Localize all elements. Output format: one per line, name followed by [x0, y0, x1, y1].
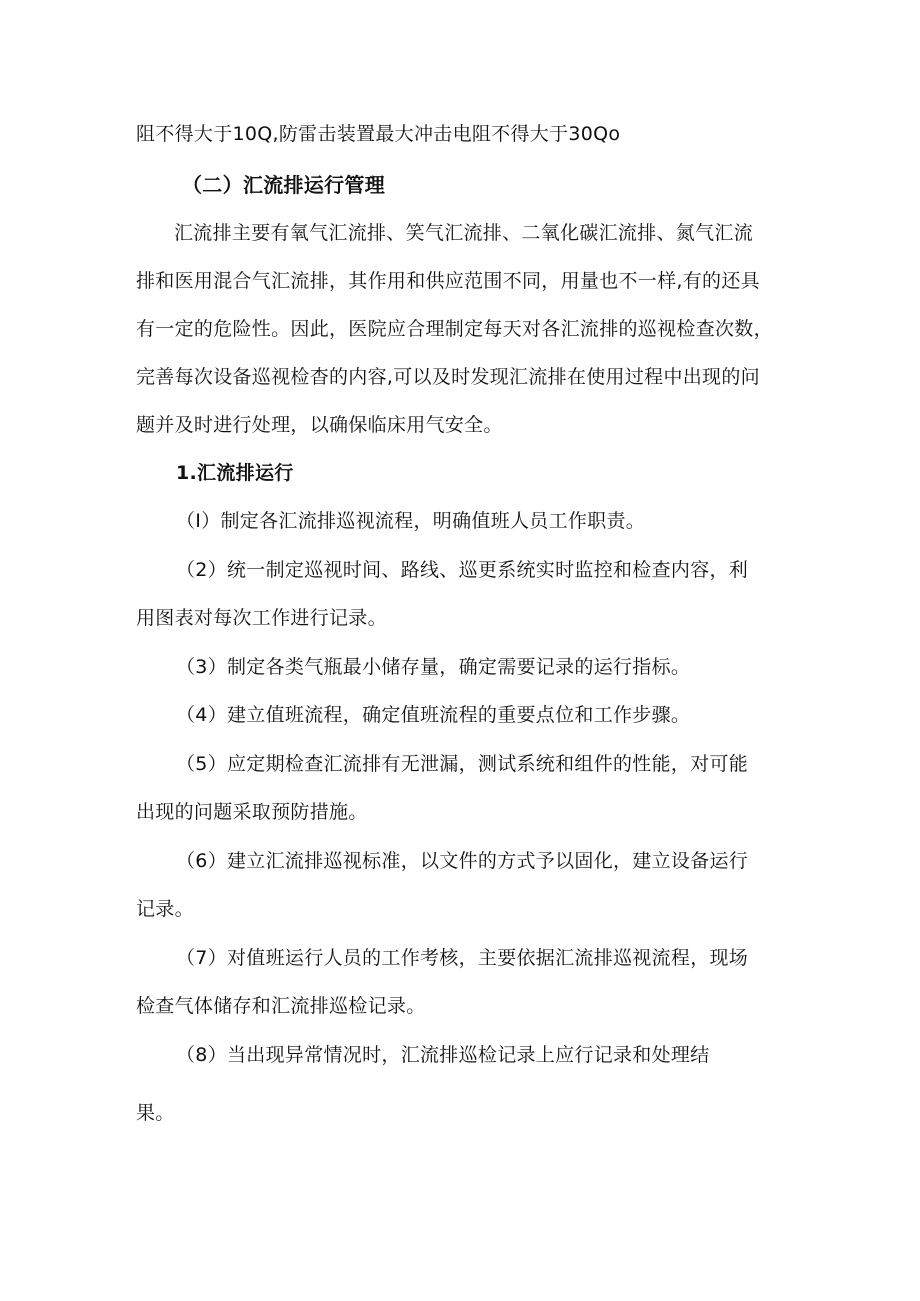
list-item: （5）应定期检查汇流排有无泄漏，测试系统和组件的性能，对可能: [176, 753, 749, 775]
paragraph-line: 题并及时进行处理，以确保临床用气安全。: [136, 414, 503, 436]
paragraph-line: 阻不得大于10Q,防雷击装置最大冲击电阻不得大于30Qo: [136, 123, 621, 145]
section-heading: （二）汇流排运行管理: [182, 173, 385, 197]
paragraph-line: 汇流排主要有氧气汇流排、笑气汇流排、二氧化碳汇流排、氮气汇流: [174, 222, 754, 244]
list-item-continuation: 检查气体储存和汇流排巡检记录。: [136, 995, 426, 1017]
list-item: （3）制定各类气瓶最小储存量，确定需要记录的运行指标。: [176, 656, 691, 678]
list-item: （7）对值班运行人员的工作考核，主要依据汇流排巡视流程，现场: [176, 947, 749, 969]
list-item: （6）建立汇流排巡视标准，以文件的方式予以固化，建立设备运行: [176, 850, 749, 872]
paragraph-line: 完善每次设备巡视检杳的内容,可以及时发现汇流排在使用过程中出现的问: [136, 366, 760, 388]
paragraph-line: 排和医用混合气汇流排，其作用和供应范围不同，用量也不一样,有的还具: [136, 270, 760, 292]
list-item-continuation: 用图表对每次工作进行记录。: [136, 607, 387, 629]
list-item: （I）制定各汇流排巡视流程，明确值班人员工作职责。: [176, 510, 646, 532]
list-item: （2）统一制定巡视时间、路线、巡更系统实时监控和检查内容，利: [176, 559, 749, 581]
paragraph-line: 有一定的危险性。因此，医院应合理制定每天对各汇流排的巡视检查次数，: [136, 318, 773, 340]
list-item-continuation: 出现的问题采取预防措施。: [136, 801, 368, 823]
list-item: （4）建立值班流程，确定值班流程的重要点位和工作步骤。: [176, 704, 691, 726]
list-item-continuation: 果。: [136, 1102, 175, 1124]
list-item-continuation: 记录。: [136, 898, 194, 920]
list-item: （8）当出现异常情况时，汇流排巡检记录上应行记录和处理结: [176, 1044, 710, 1066]
subsection-heading: 1.汇流排运行: [176, 462, 294, 484]
